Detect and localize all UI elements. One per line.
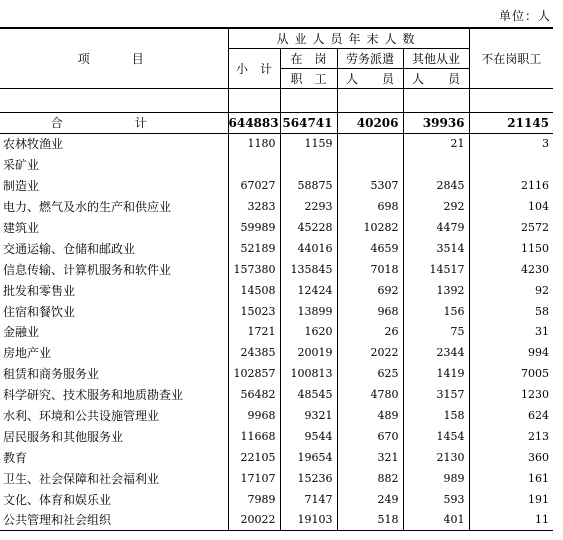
cell-value: 4230: [469, 259, 553, 280]
cell-value: 156: [403, 301, 469, 322]
cell-value: [337, 133, 403, 154]
table-row: [0, 426, 553, 447]
cell-value: 989: [403, 468, 469, 489]
table-row: [0, 363, 553, 384]
cell-value: 58875: [280, 175, 337, 196]
cell-value: 292: [403, 196, 469, 217]
row-label: 居民服务和其他服务业: [3, 429, 124, 444]
table-row: [0, 342, 553, 363]
cell-value: 26: [337, 322, 403, 343]
cell-value: 102857: [228, 363, 280, 384]
cell-value: 13899: [280, 301, 337, 322]
cell-value: 624: [469, 405, 553, 426]
cell-value: [469, 154, 553, 175]
cell-value: 31: [469, 322, 553, 343]
header-off-post: 不在岗职工: [469, 28, 553, 88]
employment-table: [0, 27, 553, 531]
table-row: [0, 280, 553, 301]
cell-value: 698: [337, 196, 403, 217]
table-row: [0, 154, 553, 175]
table-row: [0, 196, 553, 217]
cell-value: 2116: [469, 175, 553, 196]
header-dispatch-2: 人 员: [337, 68, 403, 88]
cell-value: 17107: [228, 468, 280, 489]
unit-label: 单位：人: [498, 9, 551, 23]
row-label: 卫生、社会保障和社会福利业: [3, 471, 160, 486]
cell-value: 2130: [403, 447, 469, 468]
total-value: 644883: [228, 112, 280, 133]
cell-value: 161: [469, 468, 553, 489]
table-row: [0, 133, 553, 154]
cell-value: 401: [403, 510, 469, 531]
table-row: [0, 384, 553, 405]
cell-value: 22105: [228, 447, 280, 468]
row-label: 科学研究、技术服务和地质勘查业: [3, 388, 184, 403]
row-label: 教育: [3, 450, 28, 465]
cell-value: [228, 154, 280, 175]
cell-value: 9544: [280, 426, 337, 447]
header-subtotal: 小 计: [228, 48, 280, 88]
row-label: 金融业: [3, 325, 40, 340]
cell-value: 249: [337, 489, 403, 510]
cell-value: 692: [337, 280, 403, 301]
cell-value: 4780: [337, 384, 403, 405]
cell-value: [403, 154, 469, 175]
cell-value: 75: [403, 322, 469, 343]
cell-value: [337, 154, 403, 175]
total-value: 564741: [280, 112, 337, 133]
cell-value: 59989: [228, 217, 280, 238]
row-label: 农林牧渔业: [3, 137, 64, 152]
cell-value: 24385: [228, 342, 280, 363]
header-on-post-1: 在 岗: [280, 48, 337, 68]
header-dispatch-1: 劳务派遣: [337, 48, 403, 68]
table-row: [0, 405, 553, 426]
cell-value: 67027: [228, 175, 280, 196]
cell-value: 19654: [280, 447, 337, 468]
cell-value: 518: [337, 510, 403, 531]
row-label: 交通运输、仓储和邮政业: [3, 241, 136, 256]
cell-value: 15236: [280, 468, 337, 489]
cell-value: 21: [403, 133, 469, 154]
row-label: 信息传输、计算机服务和软件业: [3, 262, 172, 277]
cell-value: 7147: [280, 489, 337, 510]
cell-value: 45228: [280, 217, 337, 238]
cell-value: 968: [337, 301, 403, 322]
cell-value: 2845: [403, 175, 469, 196]
table-row: [0, 217, 553, 238]
header-spacer: [0, 88, 228, 112]
cell-value: 44016: [280, 238, 337, 259]
cell-value: 92: [469, 280, 553, 301]
cell-value: 11668: [228, 426, 280, 447]
header-spacer: [228, 88, 280, 112]
cell-value: 3: [469, 133, 553, 154]
row-label: 电力、燃气及水的生产和供应业: [3, 200, 172, 215]
cell-value: 1159: [280, 133, 337, 154]
cell-value: 1419: [403, 363, 469, 384]
cell-value: 9321: [280, 405, 337, 426]
total-value: 40206: [337, 112, 403, 133]
row-label: 批发和零售业: [3, 283, 76, 298]
cell-value: 1230: [469, 384, 553, 405]
cell-value: 14508: [228, 280, 280, 301]
cell-value: 191: [469, 489, 553, 510]
cell-value: 4659: [337, 238, 403, 259]
total-row: [0, 112, 553, 133]
cell-value: 1620: [280, 322, 337, 343]
cell-value: 14517: [403, 259, 469, 280]
table-row: [0, 322, 553, 343]
table-row: [0, 489, 553, 510]
table-row: [0, 175, 553, 196]
header-item: 项 目: [0, 28, 228, 88]
cell-value: 19103: [280, 510, 337, 531]
header-spacer: [337, 88, 403, 112]
cell-value: 2572: [469, 217, 553, 238]
cell-value: 10282: [337, 217, 403, 238]
header-on-post-2: 职 工: [280, 68, 337, 88]
total-value: 21145: [469, 112, 553, 133]
row-label: 文化、体育和娱乐业: [3, 492, 112, 507]
cell-value: 20019: [280, 342, 337, 363]
cell-value: 213: [469, 426, 553, 447]
cell-value: 11: [469, 510, 553, 531]
cell-value: 321: [337, 447, 403, 468]
cell-value: [280, 154, 337, 175]
cell-value: 489: [337, 405, 403, 426]
row-label: 建筑业: [3, 221, 40, 235]
row-label: 采矿业: [3, 158, 40, 173]
total-value: 39936: [403, 112, 469, 133]
cell-value: 7989: [228, 489, 280, 510]
header-other-2: 人 员: [403, 68, 469, 88]
total-label: 合 计: [0, 112, 228, 133]
cell-value: 1392: [403, 280, 469, 301]
cell-value: 1454: [403, 426, 469, 447]
cell-value: 4479: [403, 217, 469, 238]
cell-value: 2022: [337, 342, 403, 363]
cell-value: 100813: [280, 363, 337, 384]
row-label: 租赁和商务服务业: [3, 367, 100, 382]
cell-value: 3157: [403, 384, 469, 405]
cell-value: 360: [469, 447, 553, 468]
cell-value: 5307: [337, 175, 403, 196]
cell-value: 7005: [469, 363, 553, 384]
cell-value: 12424: [280, 280, 337, 301]
cell-value: 3283: [228, 196, 280, 217]
row-label: 房地产业: [3, 346, 52, 361]
cell-value: 104: [469, 196, 553, 217]
cell-value: 20022: [228, 510, 280, 531]
header-spacer: [469, 88, 553, 112]
cell-value: 157380: [228, 259, 280, 280]
cell-value: 7018: [337, 259, 403, 280]
header-spacer: [403, 88, 469, 112]
header-group: 从业人员年末人数: [228, 28, 469, 48]
table-row: [0, 447, 553, 468]
cell-value: 3514: [403, 238, 469, 259]
row-label: 水利、环境和公共设施管理业: [3, 409, 160, 424]
table-row: [0, 468, 553, 489]
cell-value: 593: [403, 489, 469, 510]
cell-value: 2344: [403, 342, 469, 363]
cell-value: 670: [337, 426, 403, 447]
cell-value: 56482: [228, 384, 280, 405]
cell-value: 1150: [469, 238, 553, 259]
cell-value: 1180: [228, 133, 280, 154]
table-row: [0, 301, 553, 322]
cell-value: 158: [403, 405, 469, 426]
cell-value: 58: [469, 301, 553, 322]
row-label: 制造业: [3, 179, 40, 194]
cell-value: 2293: [280, 196, 337, 217]
table-row: [0, 510, 553, 531]
cell-value: 135845: [280, 259, 337, 280]
row-label: 公共管理和社会组织: [0, 510, 228, 531]
cell-value: 625: [337, 363, 403, 384]
cell-value: 9968: [228, 405, 280, 426]
cell-value: 52189: [228, 238, 280, 259]
header-other-1: 其他从业: [403, 48, 469, 68]
cell-value: 994: [469, 342, 553, 363]
cell-value: 1721: [228, 322, 280, 343]
table-row: [0, 259, 553, 280]
cell-value: 15023: [228, 301, 280, 322]
cell-value: 48545: [280, 384, 337, 405]
table-row: [0, 238, 553, 259]
header-spacer: [280, 88, 337, 112]
cell-value: 882: [337, 468, 403, 489]
row-label: 住宿和餐饮业: [3, 304, 76, 319]
